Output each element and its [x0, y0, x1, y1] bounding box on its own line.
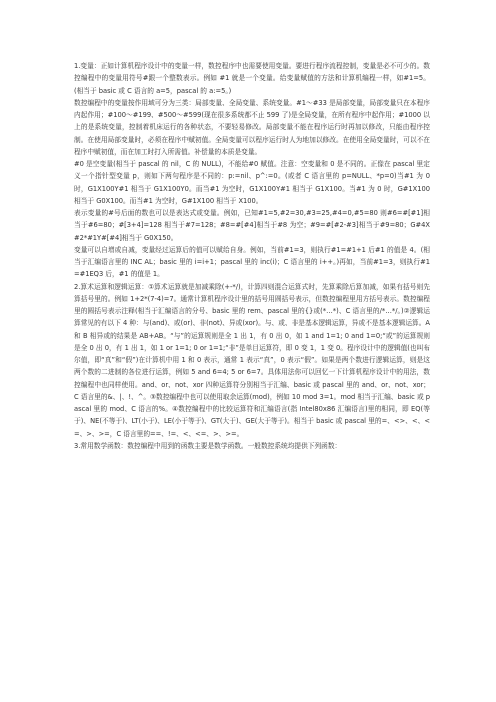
paragraph-null-variable: #0 是空变量(相当于 pascal 的 nil，C 的 NULL)，不能给#0 赋值。注意：空变量和 0 是不同的。正像在 pascal 里定义一个指针型变量 p，则如下两句程序是不同的：p:=nil、p^:=0。(或者 C 语言里的 p=NULL、*p=0)当#1 为 0 时，G1X100Y#1 相当于 G1X100Y0。而当#1 为空时，G1X100Y#1 相当于 G1X100。当#1 为 0 时，G#1X100 相当于 G0X100。而当#1 为空时，G#1X100 相当于 X100。: [74, 160, 430, 205]
paragraph-arithmetic-logic: 2.算术运算和逻辑运算：①算术运算就是加减乘除(+-*/)，计算四则混合运算式时，先算乘除后算加减，如果有括号则先算括号里的。例如 1+2*(7-4)=7。通常计算机程序设计里的括号用圆括号表示，但数控编程里用方括号表示。数控编程里的圆括号表示注释(相当于汇编语言的分号、basic 里的 rem、pascal 里的{}或(*…*)、C 语言里的/*…*/。)②逻辑运算常见的有以下 4 种：与(and)、或(or)、非(not)、异或(xor)。与、或、非是基本逻辑运算，异或不是基本逻辑运算。A 和 B 相异或的结果是 AB+AB。“与”的运算规则是全 1 出 1，有 0 出 0，如 1 and 1=1; 0 and 1=0;“或”的运算规则是全 0 出 0，有 1 出 1，如 1 or 1=1; 0 or 1=1;“非”是单目运算符，即 0 变 1，1 变 0。程序设计中的逻辑值(也叫布尔值，即“真”和“假”)在计算机中用 1 和 0 表示，通常 1 表示“真”，0 表示“假”。如果是两个数进行逻辑运算，则是这两个数的二进制的各位进行运算，例如 5 and 6=4; 5 or 6=7。具体用法你可以回忆一下计算机程序设计中的用法，数控编程中也同样使用。and、or、not、xor 四种运算符分别相当于汇编、basic 或 pascal 里的 and、or、not、xor；C 语言里的&、|、!、^。③数控编程中也可以使用取余运算(mod)，例如 10 mod 3=1。mod 相当于汇编、basic 或 pascal 里的 mod、C 语言的%。④数控编程中的比较运算符和汇编语言(指 Intel80x86 汇编语言)里的相同，即 EQ(等于)、NE(不等于)、LT(小于)、LE(小于等于)、GT(大于)、GE(大于等于)。相当于 basic 或 pascal 里的=、<>、<、<=、>、>=，C 语言里的==、!=、<、<=、>、>=。: [74, 282, 430, 438]
paragraph-math-functions: 3.常用数学函数：数控编程中用到的函数主要是数学函数。一般数控系统均提供下列函数：: [74, 441, 342, 450]
document-body: [74, 60, 430, 452]
paragraph-variable-expressions: 表示变量的#号后面的数也可以是表达式或变量。例如，已知#1=5,#2=30,#3=25,#4=0,#5=80 则#6=#[#1]相当于#6=80；#[3+4]=128 相当于#7=128；#8=#[#4]相当于#8 为空；#9=#[#2-#3]相当于#9=80；G#4X#2*#1Y#[#4]相当于 G0X150。: [74, 209, 430, 242]
paragraph-variable-scope: 数控编程中的变量按作用域可分为三类：局部变量、全局变量、系统变量。#1～#33 是局部变量，局部变量只在本程序内起作用；#100～#199、#500～#599(现在很多系统都不止 599 了)是全局变量，在所有程序中起作用；#1000 以上的是系统变量，控制着机床运行的各种状态，不要轻易修改。局部变量不能在程序运行时再加以修改，只能由程序控制。在使用局部变量时，必须在程序中赋初值。全局变量可以程序运行时人为地加以修改。在使用全局变量时，可以不在程序中赋初值，而在加工时打入所需值。补偿量的本质是变量。: [74, 98, 430, 156]
paragraph-variables-intro: 1.变量：正如计算机程序设计中的变量一样，数控程序中也需要使用变量。要进行程序流程控制，变量是必不可少的。数控编程中的变量用符号#跟一个整数表示。例如 #1 就是一个变量。给变量赋值的方法和计算机编程一样，如#1=5。(相当于 basic 或 C 语言的 a=5，pascal 的 a:=5。): [74, 62, 430, 95]
paragraph-increment: 变量可以自增或自减，变量经过运算后的值可以赋给自身。例如，当前#1=3，则执行#1=#1+1 后#1 的值是 4。(相当于汇编语言里的 INC AL；basic 里的 i=i+1；pascal 里的 inc(i)；C 语言里的 i++。)再如，当前#1=3，则执行#1=#1EQ3 后，#1 的值是 1。: [74, 245, 430, 279]
